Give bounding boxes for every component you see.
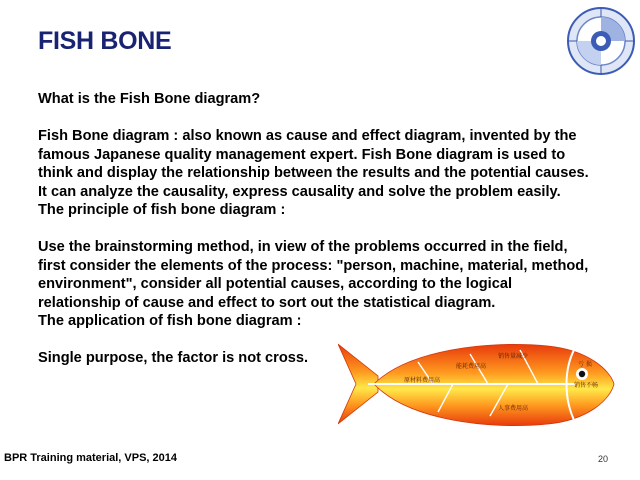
fish-label-bottom: 人事费用高 xyxy=(498,405,529,412)
fish-label-top-right: 销售量减少 xyxy=(498,353,529,360)
fish-label-top-mid: 能耗费用高 xyxy=(456,363,487,370)
footer-text: BPR Training material, VPS, 2014 xyxy=(4,452,178,464)
question-text: What is the Fish Bone diagram? xyxy=(38,91,261,107)
fish-bone-diagram xyxy=(338,340,616,428)
slide-body xyxy=(38,90,598,368)
principle-heading: The principle of fish bone diagram : xyxy=(38,202,286,218)
definition-text: Fish Bone diagram : also known as cause and effect diagram, invented by the famous Japanese quality management expert. Fish Bone diagram is used to think and display the relationship between the results and the potential causes. It can analyze the causality, express causality and solve the problem easily. xyxy=(38,128,589,200)
fish-label-head-bottom: 销售不畅 xyxy=(574,382,599,389)
application-heading: The application of fish bone diagram : xyxy=(38,313,302,329)
application-text: Single purpose, the factor is not cross. xyxy=(38,350,309,366)
company-logo xyxy=(566,6,636,76)
page-number: 20 xyxy=(598,454,609,464)
fish-label-head-top: 亏 损 xyxy=(578,361,592,368)
fish-label-mid: 原材料费用高 xyxy=(404,377,441,384)
principle-text: Use the brainstorming method, in view of the problems occurred in the field, first consider the elements of the process: "person, machine, material, method, environment", consider all potential causes, according to the logical relationship of cause and effect to sort out the statistical diagram. xyxy=(38,239,589,311)
slide-title: FISH BONE xyxy=(38,27,172,55)
